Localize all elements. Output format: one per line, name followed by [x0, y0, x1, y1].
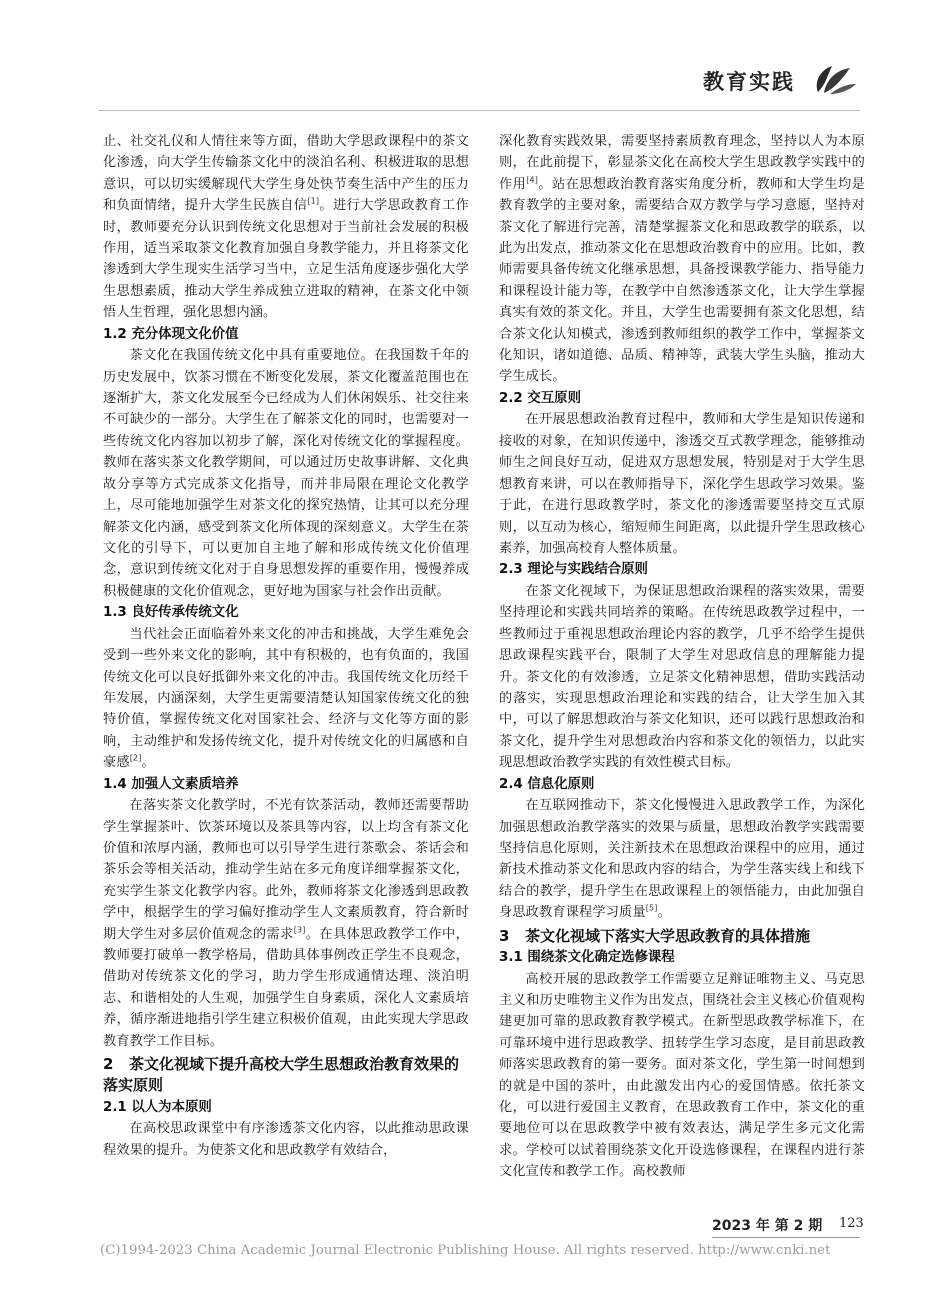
section-heading-1-3: 1.3 良好传承传统文化 — [103, 605, 239, 621]
paragraph: 在互联网推动下，茶文化慢慢进入思政教学工作，为深化加强思想政治教学落实的效果与质量，思想政治教学实践需要坚持信息化原则，关注新技术在思想政治课程中的应用，通过新技术推动茶文化和思政内容的结合，为学生落实线上和线下结合的教学，提升学生在思政课程上的领悟能力，由此加强自身思政教育课程学习质量[5]。 — [499, 798, 865, 921]
paragraph: 在高校思政课堂中有序渗透茶文化内容，以此推动思政课程效果的提升。为使茶文化和思政教学有效结合， — [103, 1121, 469, 1158]
paragraph: 茶文化在我国传统文化中具有重要地位。在我国数千年的历史发展中，饮茶习惯在不断变化发展，茶文化覆盖范围也在逐渐扩大，茶文化发展至今已经成为人们休闲娱乐、社交往来不可缺少的一部分。大学生在了解茶文化的同时，也需要对一些传统文化内容加以初步了解，深化对传统文化的掌握程度。教师在落实茶文化教学期间，可以通过历史故事讲解、文化典故分享等方式完成茶文化指导，而并非局限在理论文化教学上，尽可能地加强学生对茶文化的探究热情，让其可以充分理解茶文化内涵，感受到茶文化所体现的深刻意义。大学生在茶文化的引导下，可以更加自主地了解和形成传统文化价值理念，意识到传统文化对于自身思想发挥的重要作用，慢慢养成积极健康的文化价值观念，更好地为国家与社会作出贡献。 — [103, 348, 469, 599]
copyright-watermark: (C)1994-2023 China Academic Journal Electronic Publishing House. All rights reserved. http://www.cnki.net — [100, 1243, 831, 1258]
section-heading-2-3: 2.3 理论与实践结合原则 — [499, 562, 648, 578]
citation[interactable]: [5] — [645, 903, 658, 913]
right-column — [499, 131, 865, 1183]
page-number: 123 — [839, 1216, 864, 1231]
section-heading-3: 3 茶文化视域下落实大学思政教育的具体措施 — [499, 926, 811, 945]
paragraph: 深化教育实践效果，需要坚持素质教育理念，坚持以人为本原则，在此前提下，彰显茶文化在高校大学生思政教学实践中的作用[4]。站在思想政治教育落实角度分析，教师和大学生均是教育教学的主要对象，需要结合双方教学与学习意愿，坚持对茶文化了解进行完善，清楚掌握茶文化和思政教学的联系，以此为出发点，推动茶文化在思想政治教育中的应用。比如，教师需要具备传统文化继承思想，具备授课教学能力、指导能力和课程设计能力等，在教学中自然渗透茶文化，让大学生掌握真实有效的茶文化。并且，大学生也需要拥有茶文化思想，结合茶文化认知模式，渗透到教师组织的教学工作中，掌握茶文化知识，诸如道德、品质、精神等，武装大学生头脑，推动大学生成长。 — [499, 134, 865, 385]
left-column — [103, 131, 469, 1161]
paragraph: 当代社会正面临着外来文化的冲击和挑战，大学生难免会受到一些外来文化的影响，其中有积极的，也有负面的，我国传统文化可以良好抵御外来文化的冲击。我国传统文化历经千年发展，内涵深刻，大学生更需要清楚认知国家传统文化的独特价值，掌握传统文化对国家社会、经济与文化等方面的影响，主动维护和发扬传统文化，提升对传统文化的归属感和自豪感[2]。 — [103, 626, 469, 771]
citation[interactable]: [3] — [293, 925, 306, 935]
section-heading-3-1: 3.1 围绕茶文化确定选修课程 — [499, 950, 675, 965]
section-heading-2-4: 2.4 信息化原则 — [499, 776, 595, 792]
section-heading-2-2: 2.2 交互原则 — [499, 390, 581, 406]
paragraph: 高校开展的思政教学工作需要立足辩证唯物主义、马克思主义和历史唯物主义作为出发点，围绕社会主义核心价值观构建更加可靠的思政教育教学模式。在新型思政教学标准下，在可靠环境中进行思政教学、扭转学生学习态度，是目前思政教师落实思政教育的第一要务。面对茶文化，学生第一时间想到的就是中国的茶叶，由此激发出内心的爱国情感。依托茶文化，可以进行爱国主义教育，在思政教育工作中，茶文化的重要地位可以在思政教学中被有效表达，满足学生多元文化需求。学校可以试着围绕茶文化开设选修课程，在课程内进行茶文化宣传和教学工作。高校教师 — [499, 971, 865, 1180]
section-heading-2: 2 茶文化视域下提升高校大学生思想政治教育效果的落实原则 — [103, 1055, 460, 1095]
paragraph: 在茶文化视域下，为保证思想政治课程的落实效果，需要坚持理论和实践共同培养的策略。在传统思政教学过程中，一些教师过于重视思想政治理论内容的教学，几乎不给学生提供思政课程实践平台，限制了大学生对思政信息的理解能力提升。茶文化的有效渗透，立足茶文化精神思想，借助实践活动的落实，实现思想政治理论和实践的结合，让大学生加入其中，可以了解思想政治与茶文化知识，还可以践行思想政治和茶文化，提升学生对思想政治内容和茶文化的领悟力，以此实现思想政治教学实践的有效性模式目标。 — [499, 583, 865, 771]
paragraph: 止、社交礼仪和人情往来等方面，借助大学思政课程中的茶文化渗透，向大学生传输茶文化中的淡泊名利、积极进取的思想意识，可以切实缓解现代大学生身处快节奏生活中产生的压力和负面情绪，提升大学生民族自信[1]。进行大学思政教育工作时，教师要充分认识到传统文化思想对于当前社会发展的积极作用，适当采取茶文化教育加强自身教学能力，并且将茶文化渗透到大学生现实生活学习当中，立足生活角度逐步强化大学生思想素质，推动大学生养成独立进取的精神，在茶文化中领悟人生哲理，强化思想内涵。 — [103, 134, 469, 321]
footer-divider — [712, 1237, 860, 1238]
section-heading-1-4: 1.4 加强人文素质培养 — [103, 776, 239, 792]
header-divider — [98, 110, 860, 111]
paragraph: 在开展思想政治教育过程中，教师和大学生是知识传递和接收的对象，在知识传递中，渗透交互式教学理念，能够推动师生之间良好互动，促进双方思想发展，特别是对于大学生思想教育来讲，可以在教师指导下，深化学生思政学习效果。鉴于此，在进行思政教学时，茶文化的渗透需要坚持交互式原则，以互动为核心，缩短师生间距离，以此提升学生思政核心素养，加强高校育人整体质量。 — [499, 412, 865, 556]
leaf-logo-icon — [812, 60, 858, 96]
journal-section-title: 教育实践 — [703, 69, 795, 94]
paragraph: 在落实茶文化教学时，不光有饮茶活动，教师还需要帮助学生掌握茶叶、饮茶环境以及茶具等内容，以上均含有茶文化价值和浓厚内涵，教师也可以引导学生进行茶歌会、茶话会和茶乐会等相关活动，推动学生站在多元角度详细掌握茶文化，充实学生茶文化教学内容。此外，教师将茶文化渗透到思政教学中，根据学生的学习偏好推动学生人文素质教育，符合新时期大学生对多层价值观念的需求[3]。在具体思政教学工作中，教师要打破单一教学格局，借助具体事例改正学生不良观念，借助对传统茶文化的学习，助力学生形成通情达理、淡泊明志、和谐相处的人生观，加强学生自身素质，深化人文素质培养，循序渐进地指引学生建立积极价值观，由此实现大学思政教育教学工作目标。 — [103, 798, 469, 1049]
citation[interactable]: [1] — [307, 196, 320, 206]
section-heading-2-1: 2.1 以人为本原则 — [103, 1099, 212, 1115]
citation[interactable]: [4] — [526, 175, 539, 185]
citation[interactable]: [2] — [129, 753, 142, 763]
issue-label: 2023 年 第 2 期 — [712, 1218, 823, 1234]
section-heading-1-2: 1.2 充分体现文化价值 — [103, 326, 239, 342]
